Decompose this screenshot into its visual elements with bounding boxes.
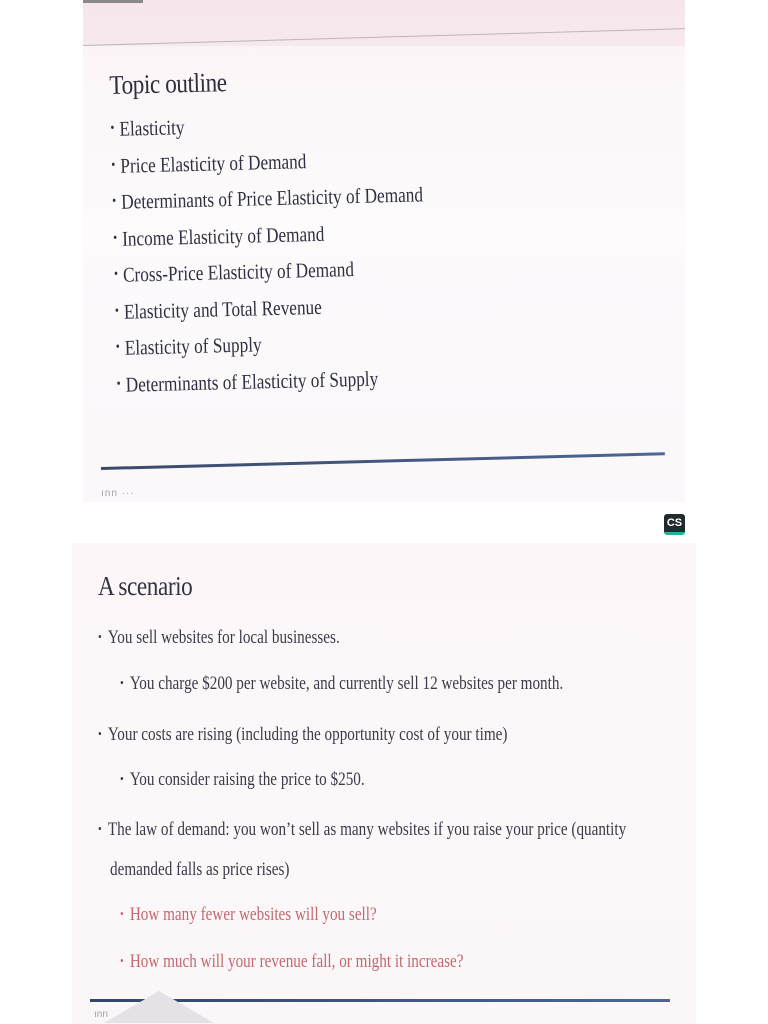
topic-item-label: Determinants of Price Elasticity of Demand [120, 182, 424, 214]
bullet-icon: • [112, 193, 117, 209]
bullet-line [98, 820, 626, 841]
camscanner-badge-icon: CS [664, 514, 685, 535]
topic-item-label: Income Elasticity of Demand [121, 221, 325, 251]
bullet-icon: • [98, 821, 102, 836]
bullet-text: The law of demand: you won’t sell as many websites if you raise your price (quantity [107, 820, 627, 840]
bullet-icon: • [120, 771, 124, 786]
slide-topic-outline [83, 0, 685, 502]
topic-item-label: Price Elasticity of Demand [120, 148, 307, 178]
sub-bullet-line [120, 770, 365, 791]
outline-content [109, 61, 496, 403]
bullet-icon: • [98, 726, 102, 741]
slide-title: A scenario [98, 571, 193, 601]
bullet-icon: • [110, 120, 115, 136]
topic-list [110, 102, 496, 403]
topic-item-label: Elasticity and Total Revenue [123, 294, 323, 324]
corner-mark [83, 0, 143, 3]
sub-bullet-line [120, 674, 563, 695]
topic-item-label: Determinants of Elasticity of Supply [125, 366, 379, 397]
bullet-icon: • [115, 339, 120, 355]
slide-top-strip [83, 0, 685, 46]
bullet-icon: • [113, 266, 119, 282]
bullet-icon: • [111, 157, 116, 173]
bullet-line [98, 628, 340, 649]
slide-title: Topic outline [109, 67, 227, 100]
bullet-text: How much will your revenue fall, or might it increase? [129, 952, 464, 972]
topic-item-label: Cross-Price Elasticity of Demand [122, 257, 355, 287]
topic-item [116, 359, 428, 403]
bullet-text: You charge $200 per website, and currently sell 12 websites per month. [129, 674, 564, 694]
question-line [120, 952, 463, 973]
bullet-text: You sell websites for local businesses. [107, 628, 340, 648]
bullet-line [98, 725, 507, 746]
bullet-text: demanded falls as price rises) [110, 860, 290, 880]
question-line [120, 905, 377, 926]
bullet-text: You consider raising the price to $250. [129, 770, 365, 790]
slide-bottom-divider [101, 452, 665, 470]
bullet-icon: • [98, 629, 102, 644]
bullet-icon: • [112, 230, 118, 246]
bullet-icon: • [114, 303, 120, 319]
institution-logo-icon: ınn ··· [101, 488, 135, 499]
bullet-icon: • [120, 675, 124, 690]
bullet-line-continuation [110, 860, 289, 881]
bullet-icon: • [120, 906, 124, 921]
bullet-icon: • [120, 953, 124, 968]
slide-scenario [72, 543, 696, 1024]
bullet-text: How many fewer websites will you sell? [129, 905, 377, 925]
topic-item-label: Elasticity [119, 115, 185, 141]
institution-logo-icon: ınn [94, 1009, 108, 1020]
topic-item-label: Elasticity of Supply [124, 332, 262, 360]
bullet-icon: • [116, 376, 121, 392]
bullet-text: Your costs are rising (including the opportunity cost of your time) [107, 725, 508, 745]
pen-shadow [104, 991, 214, 1023]
